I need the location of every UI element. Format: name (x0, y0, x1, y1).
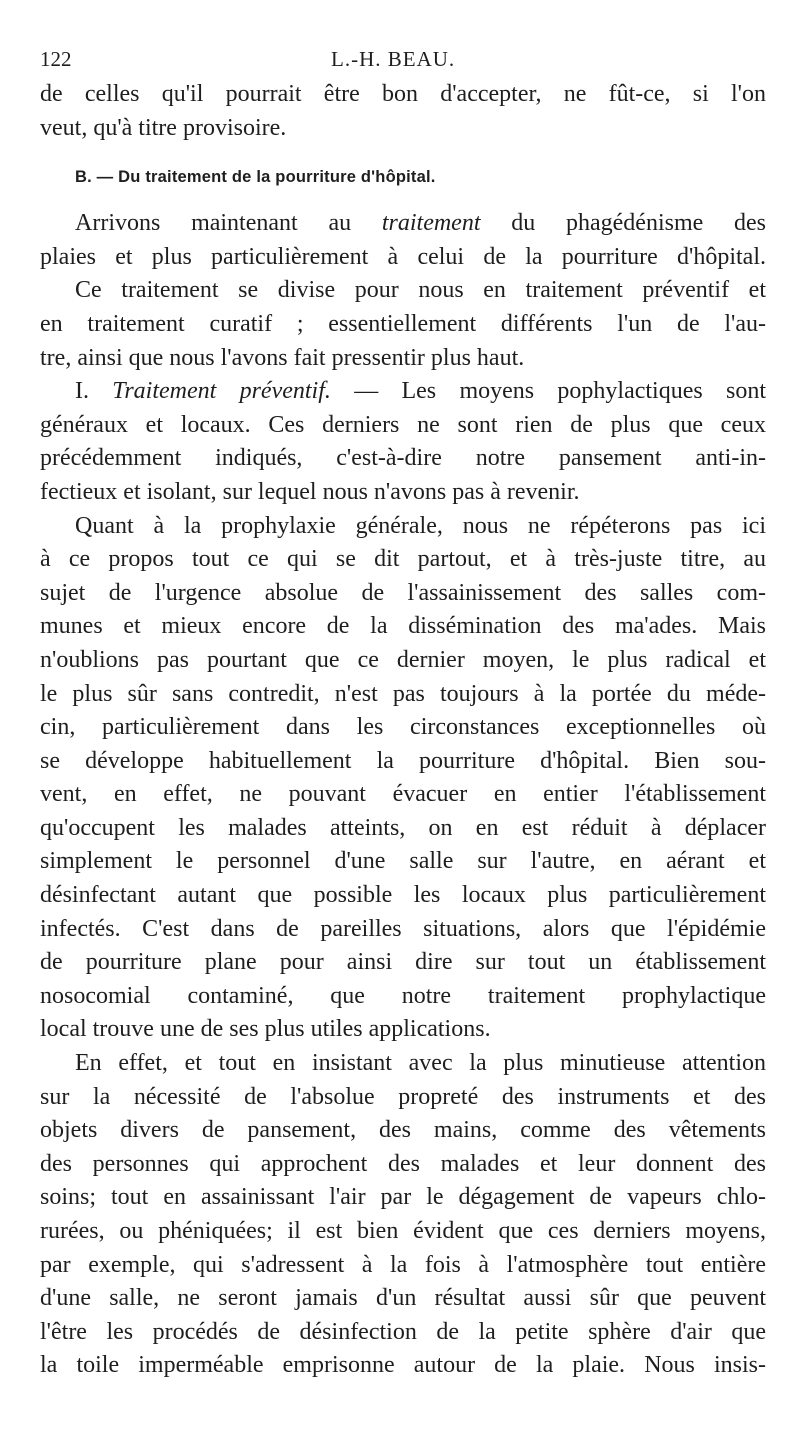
text-line: de celles qu'il pourrait être bon d'accepter, ne fût-ce, si l'on (40, 81, 766, 107)
running-head-title: L.-H. BEAU. (331, 47, 456, 71)
body-text (40, 78, 766, 1383)
text-line: soins; tout en assainissant l'air par le dégagement de vapeurs chlo- (40, 1184, 766, 1211)
text-line: des personnes qui approchent des malades et leur donnent des (40, 1150, 766, 1177)
text-line (40, 207, 766, 241)
text-line: nosocomial contaminé, que notre traitement prophylactique (40, 982, 766, 1009)
text-line: fectieux et isolant, sur lequel nous n'avons pas à revenir. (40, 478, 580, 505)
text-line (40, 375, 766, 409)
text-line: Quant à la prophylaxie générale, nous ne répéterons pas ici (75, 512, 766, 539)
text-run: du phagédénisme des (480, 210, 767, 237)
text-line: simplement le personnel d'une salle sur l'autre, en aérant et (40, 848, 766, 875)
text-line: n'oublions pas pourtant que ce dernier moyen, le plus radical et (40, 646, 766, 673)
italic-term: traitement (381, 210, 481, 237)
text-line: à ce propos tout ce qui se dit partout, et à très-juste titre, au (40, 546, 766, 573)
page (40, 44, 766, 1383)
text-line: l'être les procédés de désinfection de la petite sphère d'air que (40, 1318, 766, 1345)
text-line: qu'occupent les malades atteints, on en est réduit à déplacer (40, 814, 766, 841)
text-line: rurées, ou phéniquées; il est bien évident que ces derniers moyens, (40, 1218, 766, 1244)
text-line: le plus sûr sans contredit, n'est pas toujours à la portée du méde- (40, 680, 766, 707)
text-line: généraux et locaux. Ces derniers ne sont rien de plus que ceux (40, 411, 766, 438)
text-line: se développe habituellement la pourriture d'hôpital. Bien sou- (40, 747, 766, 774)
text-line: d'une salle, ne seront jamais d'un résultat aussi sûr que peuvent (40, 1285, 766, 1312)
text-line: cin, particulièrement dans les circonstances exceptionnelles où (40, 714, 766, 741)
italic-term: Traitement préventif. (112, 378, 331, 405)
text-line: infectés. C'est dans de pareilles situations, alors que l'épidémie (40, 915, 766, 942)
running-head (40, 44, 766, 78)
text-line: plaies et plus particulièrement à celui de la pourriture d'hôpital. (40, 243, 766, 270)
text-line: veut, qu'à titre provisoire. (40, 114, 287, 141)
page-number: 122 (40, 47, 72, 71)
text-run: I. (75, 378, 113, 405)
text-line: précédemment indiqués, c'est-à-dire notre pansement anti-in- (40, 445, 766, 472)
text-run: Arrivons maintenant au (75, 210, 382, 237)
text-line: en traitement curatif ; essentiellement différents l'un de l'au- (40, 310, 766, 337)
text-line: désinfectant autant que possible les locaux plus particulièrement (40, 882, 766, 909)
section-heading: B. — Du traitement de la pourriture d'hôpital. (75, 168, 436, 187)
text-line: munes et mieux encore de la dissémination des ma'ades. Mais (40, 613, 766, 640)
text-line: de pourriture plane pour ainsi dire sur tout un établissement (40, 949, 766, 976)
text-line: vent, en effet, ne pouvant évacuer en entier l'établissement (40, 781, 766, 808)
text-line: par exemple, qui s'adressent à la fois à l'atmosphère tout entière (40, 1251, 766, 1278)
text-line: tre, ainsi que nous l'avons fait pressentir plus haut. (40, 344, 525, 371)
text-line: En effet, et tout en insistant avec la plus minutieuse attention (75, 1050, 766, 1077)
text-line: Ce traitement se divise pour nous en traitement préventif et (75, 277, 766, 304)
text-line: sujet de l'urgence absolue de l'assainissement des salles com- (40, 579, 766, 606)
text-line: local trouve une de ses plus utiles applications. (40, 1016, 491, 1043)
text-run: — Les moyens pophylactiques sont (330, 378, 767, 405)
text-line: la toile imperméable emprisonne autour de la plaie. Nous insis- (40, 1352, 766, 1379)
text-line: sur la nécessité de l'absolue propreté des instruments et des (40, 1083, 766, 1110)
text-line: objets divers de pansement, des mains, comme des vêtements (40, 1117, 766, 1144)
